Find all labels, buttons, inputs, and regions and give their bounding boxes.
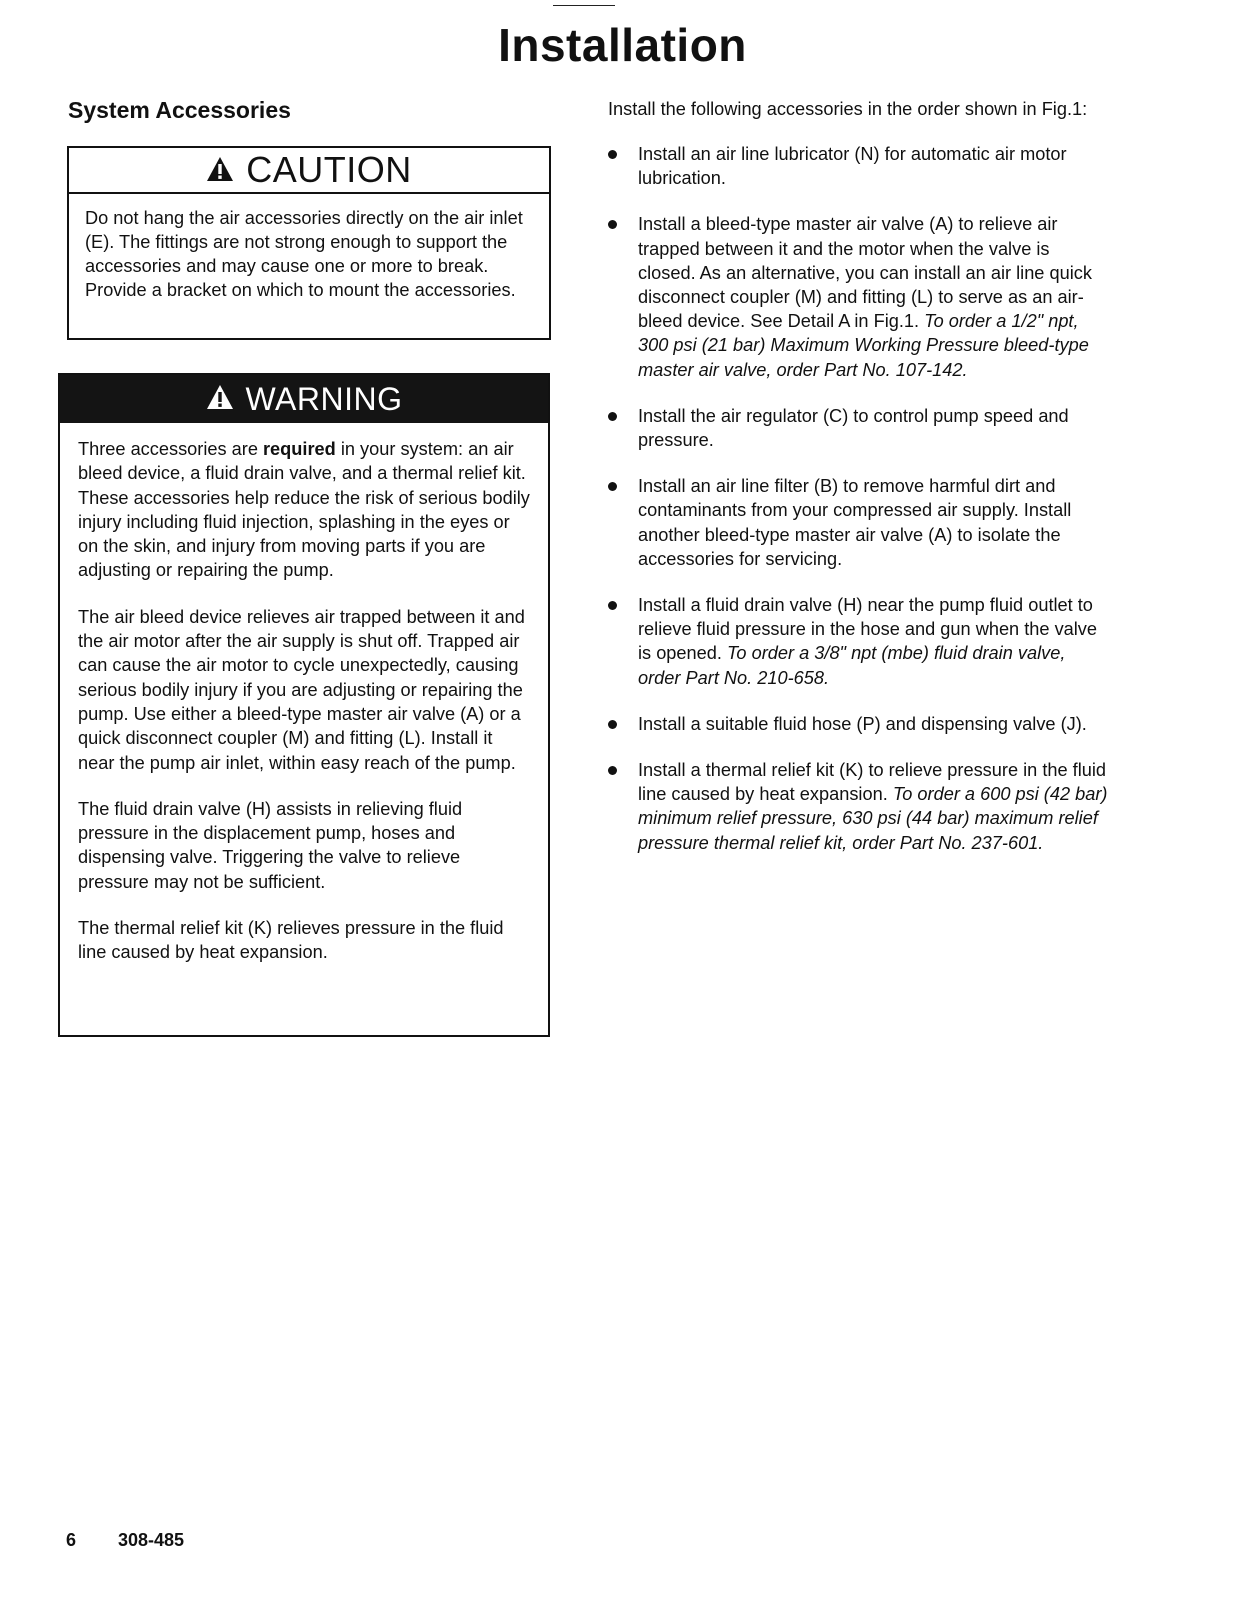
bullet-icon	[608, 766, 617, 775]
bullet-icon	[608, 482, 617, 491]
caution-body: Do not hang the air accessories directly on the air inlet (E). The fittings are not strong enough to support the accessories and may cause one or more to break. Provide a bracket on which to mount the accessories.	[85, 208, 523, 300]
caution-heading: CAUTION	[246, 149, 412, 190]
top-rule	[553, 5, 615, 6]
caution-box	[67, 146, 551, 340]
bullet-icon	[608, 150, 617, 159]
list-item: Install a thermal relief kit (K) to relieve pressure in the fluid line caused by heat expansion. To order a 600 psi (42 bar) minimum relief pressure, 630 psi (44 bar) maximum relief pressure thermal relief kit, order Part No. 237-601.	[608, 758, 1108, 855]
list-item: Install a suitable fluid hose (P) and dispensing valve (J).	[608, 712, 1108, 736]
warning-header	[60, 375, 548, 423]
bullet-icon	[608, 720, 617, 729]
accessory-instructions	[608, 97, 1108, 877]
page-title: Installation	[498, 19, 747, 71]
bullet-icon	[608, 601, 617, 610]
bullet-icon	[608, 412, 617, 421]
bullet-icon	[608, 220, 617, 229]
list-item: Install an air line filter (B) to remove harmful dirt and contaminants from your compressed air supply. Install another bleed-type master air valve (A) to isolate the accessories for servicing.	[608, 474, 1108, 571]
required-emphasis: required	[262, 439, 336, 459]
list-item: Install a fluid drain valve (H) near the pump fluid outlet to relieve fluid pressure in the hose and gun when the valve is opened. To order a 3/8" npt (mbe) fluid drain valve, order Part No. 210-658.	[608, 593, 1108, 690]
caution-header	[69, 148, 549, 194]
warning-triangle-icon	[206, 149, 234, 191]
list-item: Install a bleed-type master air valve (A) to relieve air trapped between it and the motor when the valve is closed. As an alternative, you can install an air line quick disconnect coupler (M) and fitting (L) to serve as an air-bleed device. See Detail A in Fig.1. To order a 1/2" npt, 300 psi (21 bar) Maximum Working Pressure bleed-type master air valve, order Part No. 107-142.	[608, 212, 1108, 381]
list-item: Install an air line lubricator (N) for automatic air motor lubrication.	[608, 142, 1108, 190]
warning-heading: WARNING	[245, 380, 403, 417]
section-title: System Accessories	[68, 97, 291, 123]
warning-triangle-icon	[206, 381, 234, 418]
warning-box	[58, 373, 550, 1037]
warning-paragraph-3: The fluid drain valve (H) assists in relieving fluid pressure in the displacement pump, hoses and dispensing valve. Triggering the valve to relieve pressure may not be sufficient.	[78, 798, 463, 892]
page-number: 6	[66, 1530, 77, 1550]
warning-body	[60, 423, 548, 965]
accessory-list	[608, 142, 1108, 855]
warning-paragraph-4: The thermal relief kit (K) relieves pressure in the fluid line caused by heat expansion.	[78, 918, 504, 963]
list-item: Install the air regulator (C) to control pump speed and pressure.	[608, 404, 1108, 452]
warning-paragraph-1: Three accessories are required in your system: an air bleed device, a fluid drain valve, and a thermal relief kit. These accessories help reduce the risk of serious bodily injury including fluid injection, splashing in the eyes or on the skin, and injury from moving parts if you are adjusting or repairing the pump.	[78, 439, 530, 581]
warning-paragraph-2: The air bleed device relieves air trapped between it and the air motor after the air supply is shut off. Trapped air can cause the air motor to cycle unexpectedly, causing serious bodily injury if you are adjusting or repairing the pump. Use either a bleed-type master air valve (A) or a quick disconnect coupler (M) and fitting (L). Install it near the pump air inlet, within easy reach of the pump.	[78, 606, 525, 773]
intro-text: Install the following accessories in the order shown in Fig.1:	[608, 99, 1088, 119]
document-number: 308-485	[118, 1530, 185, 1550]
